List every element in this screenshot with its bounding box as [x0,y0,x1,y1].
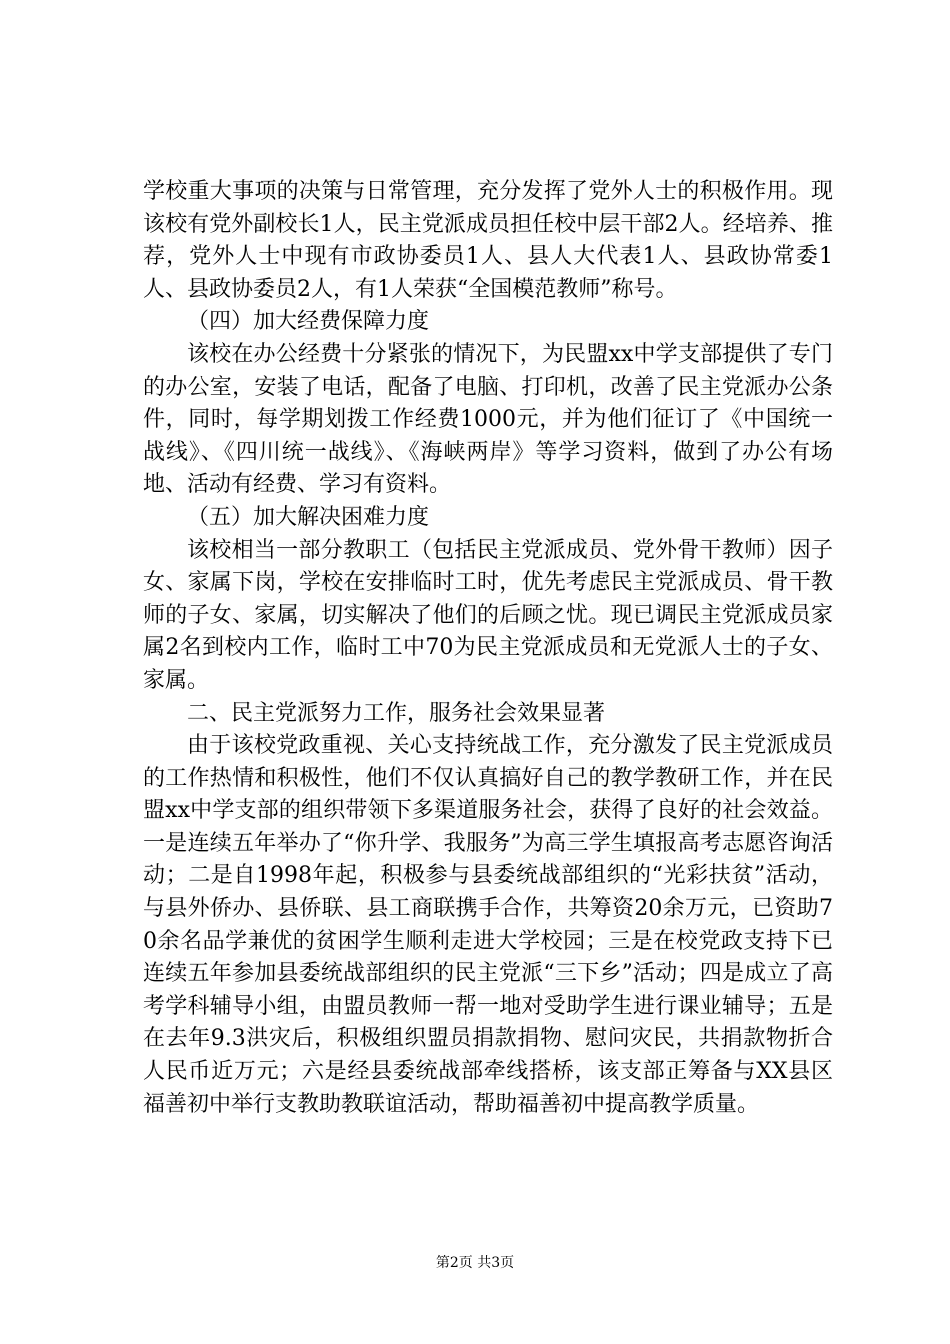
section-heading-five: （五）加大解决困难力度 [187,504,430,530]
document-body [143,176,833,1121]
section-heading-four: （四）加大经费保障力度 [187,309,430,335]
paragraph-difficulties: 该校相当一部分教职工（包括民主党派成员、党外骨干教师）因子女、家属下岗，学校在安排临时工时，优先考虑民主党派成员、骨干教师的子女、家属，切实解决了他们的后顾之忧。现已调民主党派成员家属2名到校内工作，临时工中70为民主党派成员和无党派人士的子女、家属。 [143,537,833,693]
paragraph-social-service: 由于该校党政重视、关心支持统战工作，充分激发了民主党派成员的工作热情和积极性，他们不仅认真搞好自己的教学教研工作，并在民盟xx中学支部的组织带领下多渠道服务社会，获得了良好的社会效益。一是连续五年举办了“你升学、我服务”为高三学生填报高考志愿咨询活动；二是自1998年起，积极参与县委统战部组织的“光彩扶贫”活动，与县外侨办、县侨联、县工商联携手合作，共筹资20余万元，已资助70余名品学兼优的贫困学生顺利走进大学校园；三是在校党政支持下已连续五年参加县委统战部组织的民主党派“三下乡”活动；四是成立了高考学科辅导小组，由盟员教师一帮一地对受助学生进行课业辅导；五是在去年9.3洪灾后，积极组织盟员捐款捐物、慰问灾民，共捐款物折合人民币近万元；六是经县委统战部牵线搭桥，该支部正筹备与XX县区福善初中举行支教助教联谊活动，帮助福善初中提高教学质量。 [143,733,833,1117]
paragraph-continuation: 学校重大事项的决策与日常管理，充分发挥了党外人士的积极作用。现该校有党外副校长1人，民主党派成员担任校中层干部2人。经培养、推荐，党外人士中现有市政协委员1人、县人大代表1人、县政协常委1人、县政协委员2人，有1人荣获“全国模范教师”称号。 [143,179,833,302]
page-number-footer: 第2页 共3页 [435,1255,515,1271]
paragraph-funding: 该校在办公经费十分紧张的情况下，为民盟xx中学支部提供了专门的办公室，安装了电话，配备了电脑、打印机，改善了民主党派办公条件，同时，每学期划拨工作经费1000元，并为他们征订了《中国统一战线》、《四川统一战线》、《海峡两岸》等学习资料，做到了办公有场地、活动有经费、学习有资料。 [143,341,833,498]
section-heading-two: 二、民主党派努力工作，服务社会效果显著 [187,700,606,726]
